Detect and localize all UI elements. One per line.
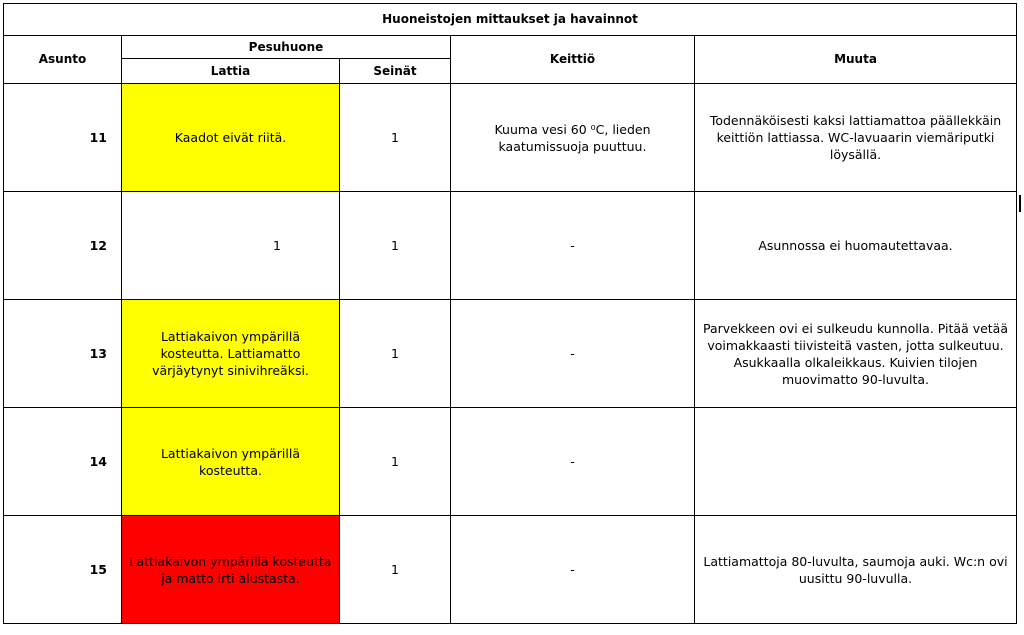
cell-asunto: 12	[4, 192, 122, 300]
header-row-1	[4, 36, 1017, 59]
cell-lattia: Kaadot eivät riitä.	[122, 84, 340, 192]
cell-keittio: -	[451, 192, 695, 300]
cell-muuta: Asunnossa ei huomautettavaa.	[695, 192, 1017, 300]
cell-seinat: 1	[340, 84, 451, 192]
cell-lattia: 1	[122, 192, 340, 300]
cell-asunto: 13	[4, 300, 122, 408]
cell-muuta: Todennäköisesti kaksi lattiamattoa päällekkäin keittiön lattiassa. WC-lavuaarin viemäriputki löysällä.	[695, 84, 1017, 192]
cell-keittio: -	[451, 408, 695, 516]
cell-asunto: 14	[4, 408, 122, 516]
header-keittio: Keittiö	[451, 36, 695, 84]
cell-muuta: Parvekkeen ovi ei sulkeudu kunnolla. Pitää vetää voimakkaasti tiivisteitä vasten, jotta sulkeutuu. Asukkaalla olkaleikkaus. Kuivien tilojen muovimatto 90-luvulta.	[695, 300, 1017, 408]
table-title: Huoneistojen mittaukset ja havainnot	[4, 4, 1017, 36]
header-seinat: Seinät	[340, 59, 451, 84]
table-row	[4, 84, 1017, 192]
cell-seinat: 1	[340, 192, 451, 300]
table-row	[4, 300, 1017, 408]
header-lattia: Lattia	[122, 59, 340, 84]
cell-asunto: 11	[4, 84, 122, 192]
cell-seinat: 1	[340, 300, 451, 408]
table-row	[4, 516, 1017, 624]
header-asunto: Asunto	[4, 36, 122, 84]
cell-keittio: -	[451, 300, 695, 408]
table-row	[4, 408, 1017, 516]
observations-table	[3, 3, 1017, 624]
cell-asunto: 15	[4, 516, 122, 624]
text-cursor-icon	[1019, 195, 1021, 212]
header-muuta: Muuta	[695, 36, 1017, 84]
cell-keittio: -	[451, 516, 695, 624]
cell-keittio: Kuuma vesi 60 ⁰C, lieden kaatumissuoja puuttuu.	[451, 84, 695, 192]
cell-muuta	[695, 408, 1017, 516]
title-row	[4, 4, 1017, 36]
cell-seinat: 1	[340, 408, 451, 516]
table-row	[4, 192, 1017, 300]
cell-seinat: 1	[340, 516, 451, 624]
header-pesuhuone: Pesuhuone	[122, 36, 451, 59]
cell-lattia: Lattiakaivon ympärillä kosteutta. Lattiamatto värjäytynyt sinivihreäksi.	[122, 300, 340, 408]
cell-lattia: Lattiakaivon ympärillä kosteutta.	[122, 408, 340, 516]
cell-muuta: Lattiamattoja 80-luvulta, saumoja auki. Wc:n ovi uusittu 90-luvulla.	[695, 516, 1017, 624]
cell-lattia: Lattiakaivon ympärillä kosteutta ja matto irti alustasta.	[122, 516, 340, 624]
